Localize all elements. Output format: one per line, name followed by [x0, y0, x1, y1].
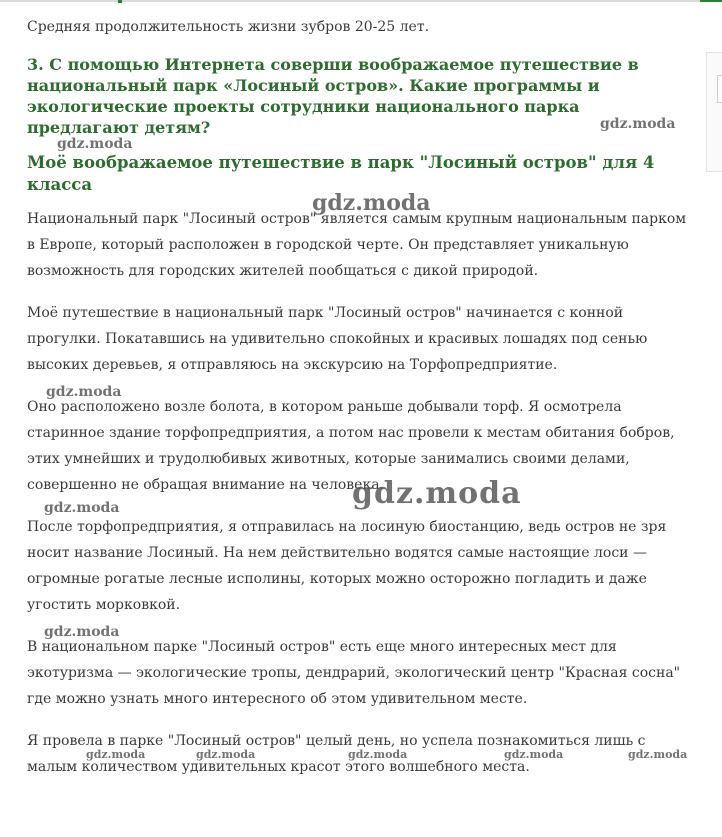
top-accent	[118, 0, 122, 3]
watermark: gdz.moda	[628, 748, 688, 761]
paragraph: Оно расположено возле болота, в котором раньше добывали торф. Я осмотрела старинное здание торфопредприятия, а потом нас провели к местам обитания бобров, этих умнейших и трудолюбивых животных, которые занимались своими делами, совершенно не обращая внимание на человека.	[27, 399, 675, 493]
watermark: gdz.moda	[348, 748, 408, 761]
paragraph: Национальный парк "Лосиный остров" является самым крупным национальным парком в Европе, который расположен в городской черте. Он представляет уникальную возможность для городских жителей пообщаться с дикой природой.	[27, 211, 687, 279]
watermark: gdz.moda	[196, 748, 256, 761]
watermark: gdz.moda	[44, 500, 120, 516]
watermark: gdz.moda	[312, 190, 431, 216]
watermark: gdz.moda	[352, 476, 522, 511]
watermark: gdz.moda	[600, 116, 676, 132]
lead-text: Средняя продолжительность жизни зубров 20-25 лет.	[27, 19, 430, 35]
paragraph: Я провела в парке "Лосиный остров" целый день, но успела познакомиться лишь с малым количеством удивительных красот этого волшебного места.	[27, 733, 646, 775]
watermark: gdz.moda	[44, 624, 120, 640]
watermark: gdz.moda	[57, 136, 133, 152]
side-panel-edge[interactable]	[706, 52, 722, 172]
top-border	[0, 0, 722, 2]
side-panel-handle[interactable]	[717, 75, 722, 103]
article	[27, 14, 687, 796]
watermark: gdz.moda	[504, 748, 564, 761]
watermark: gdz.moda	[86, 748, 146, 761]
paragraph: В национальном парке "Лосиный остров" есть еще много интересных мест для экотуризма — экологические тропы, дендрарий, экологический центр "Красная сосна" где можно узнать много интересного об этом удивительном месте.	[27, 639, 681, 707]
paragraph: Моё путешествие в национальный парк "Лосиный остров" начинается с конной прогулки. Покатавшись на удивительно спокойных и красивых лошадях под сенью высоких деревьев, я отправляюсь на экскурсию на Торфопредприятие.	[27, 305, 648, 373]
top-accent-right	[700, 0, 722, 2]
paragraph: После торфопредприятия, я отправилась на лосиную биостанцию, ведь остров не зря носит название Лосиный. На нем действительно водятся самые настоящие лоси — огромные рогатые лесные исполины, которых можно осторожно погладить и даже угостить морковкой.	[27, 519, 667, 613]
article-title: Моё воображаемое путешествие в парк "Лосиный остров" для 4 класса	[27, 153, 655, 194]
watermark: gdz.moda	[46, 384, 122, 400]
question-heading: 3. С помощью Интернета соверши воображаемое путешествие в национальный парк «Лосиный остров». Какие программы и экологические проекты сотрудники национального парка предлагают детям?	[27, 55, 639, 137]
